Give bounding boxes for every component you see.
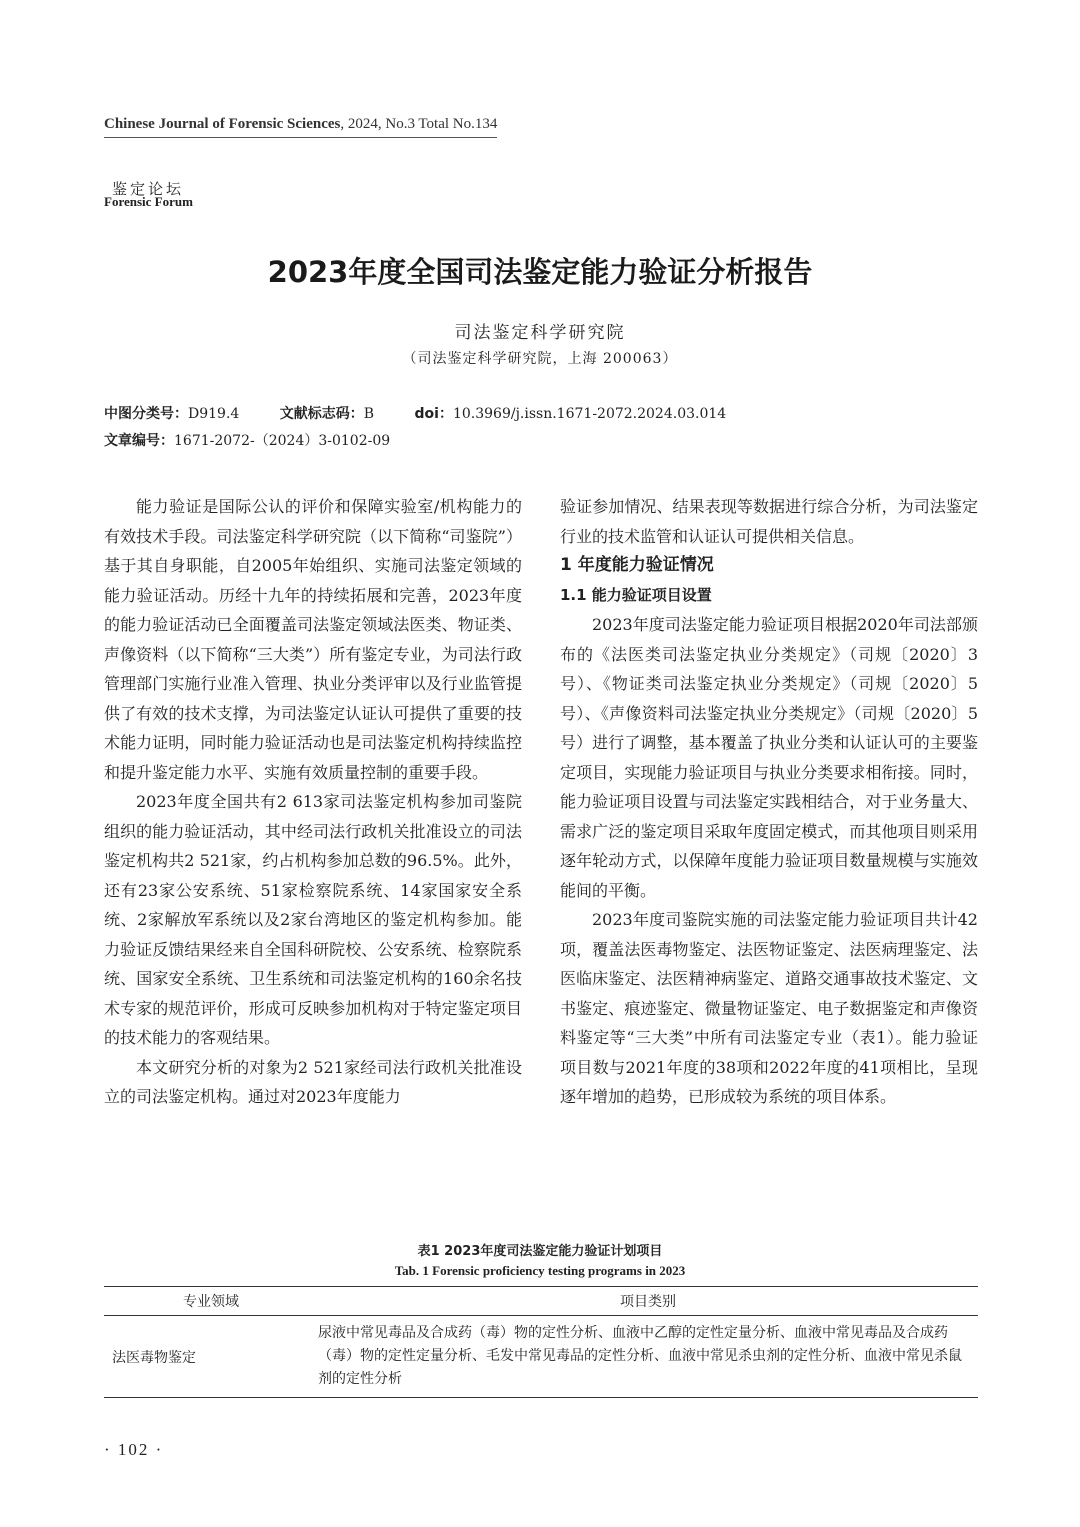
article-number: 文章编号：1671-2072-（2024）3-0102-09 xyxy=(104,433,391,449)
table-caption-en: Tab. 1 Forensic proficiency testing programs in 2023 xyxy=(394,1263,686,1278)
meta-line-2 xyxy=(104,430,390,450)
paragraph: 2023年度司法鉴定能力验证项目根据2020年司法部颁布的《法医类司法鉴定执业分类规定》（司规〔2020〕3号）、《物证类司法鉴定执业分类规定》（司规〔2020〕5号）、《声像资料司法鉴定执业分类规定》（司规〔2020〕5号）进行了调整，基本覆盖了执业分类和认证认可的主要鉴定项目，实现能力验证项目与执业分类要求相衔接。同时，能力验证项目设置与司法鉴定实践相结合，对于业务量大、需求广泛的鉴定项目采取年度固定模式，而其他项目则采用逐年轮动方式，以保障年度能力验证项目数量规模与实施效能间的平衡。 xyxy=(560,615,978,900)
section-heading: 1 年度能力验证情况 xyxy=(560,555,714,575)
table-cell-items: 尿液中常见毒品及合成药（毒）物的定性分析、血液中乙醇的定性定量分析、血液中常见毒品及合成药（毒）物的定性定量分析、毛发中常见毒品的定性分析、血液中常见杀虫剂的定性分析、血液中常见杀鼠剂的定性分析 xyxy=(318,1325,962,1387)
page-number: · 102 · xyxy=(104,1440,164,1459)
article-title: 2023年度全国司法鉴定能力验证分析报告 xyxy=(267,255,813,289)
document-code: 文献标志码：B xyxy=(279,406,375,422)
affiliation: （司法鉴定科学研究院，上海 200063） xyxy=(402,351,678,367)
paragraph: 2023年度司鉴院实施的司法鉴定能力验证项目共计42项，覆盖法医毒物鉴定、法医物证鉴定、法医病理鉴定、法医临床鉴定、法医精神病鉴定、道路交通事故技术鉴定、文书鉴定、痕迹鉴定、微量物证鉴定、电子数据鉴定和声像资料鉴定等“三大类”中所有司法鉴定专业（表1）。能力验证项目数与2021年度的38项和2022年度的41项相比，呈现逐年增加的趋势，已形成较为系统的项目体系。 xyxy=(560,910,978,1106)
journal-issue: , 2024, No.3 Total No.134 xyxy=(340,116,498,132)
doi: doi：10.3969/j.issn.1671-2072.2024.03.014 xyxy=(414,406,727,422)
table-header-row xyxy=(104,1287,978,1316)
author: 司法鉴定科学研究院 xyxy=(454,323,626,343)
table-header-cell: 专业领域 xyxy=(183,1294,239,1310)
journal-name: Chinese Journal of Forensic Sciences xyxy=(104,116,341,132)
journal-header xyxy=(104,116,497,138)
programs-table xyxy=(104,1286,978,1398)
paragraph: 本文研究分析的对象为2 521家经司法行政机关批准设立的司法鉴定机构。通过对2023年度能力 xyxy=(104,1057,522,1106)
section-label-cn: 鉴定论坛 xyxy=(112,180,185,198)
left-column xyxy=(104,492,522,1112)
paragraph: 能力验证是国际公认的评价和保障实验室/机构能力的有效技术手段。司法鉴定科学研究院（以下简称“司鉴院”）基于其自身职能，自2005年始组织、实施司法鉴定领域的能力验证活动。历经十九年的持续拓展和完善，2023年度的能力验证活动已全面覆盖司法鉴定领域法医类、物证类、声像资料（以下简称“三大类”）所有鉴定专业，为司法行政管理部门实施行业准入管理、执业分类评审以及行业监管提供了有效的技术支撑，为司法鉴定认证认可提供了重要的技术能力证明，同时能力验证活动也是司法鉴定机构持续监控和提升鉴定能力水平、实施有效质量控制的重要手段。 xyxy=(104,497,522,782)
clc-number: 中图分类号：D919.4 xyxy=(104,406,240,422)
paragraph: 2023年度全国共有2 613家司法鉴定机构参加司鉴院组织的能力验证活动，其中经司法行政机关批准设立的司法鉴定机构共2 521家，约占机构参加总数的96.5%。此外，还有23家公安系统、51家检察院系统、14家国家安全系统、2家解放军系统以及2家台湾地区的鉴定机构参加。能力验证反馈结果经来自全国科研院校、公安系统、检察院系统、国家安全系统、卫生系统和司法鉴定机构的160余名技术专家的规范评价，形成可反映参加机构对于特定鉴定项目的技术能力的客观结果。 xyxy=(104,792,522,1047)
table-row xyxy=(104,1316,978,1397)
meta-line-1 xyxy=(104,403,762,423)
table-caption-cn: 表1 2023年度司法鉴定能力验证计划项目 xyxy=(417,1244,663,1259)
table-header-cell: 项目类别 xyxy=(620,1294,676,1310)
right-column xyxy=(560,492,978,1112)
paragraph: 验证参加情况、结果表现等数据进行综合分析，为司法鉴定行业的技术监管和认证认可提供相关信息。 xyxy=(560,497,978,546)
subsection-heading: 1.1 能力验证项目设置 xyxy=(560,585,712,604)
table-cell-field: 法医毒物鉴定 xyxy=(112,1349,196,1366)
section-label-en: Forensic Forum xyxy=(104,194,193,209)
